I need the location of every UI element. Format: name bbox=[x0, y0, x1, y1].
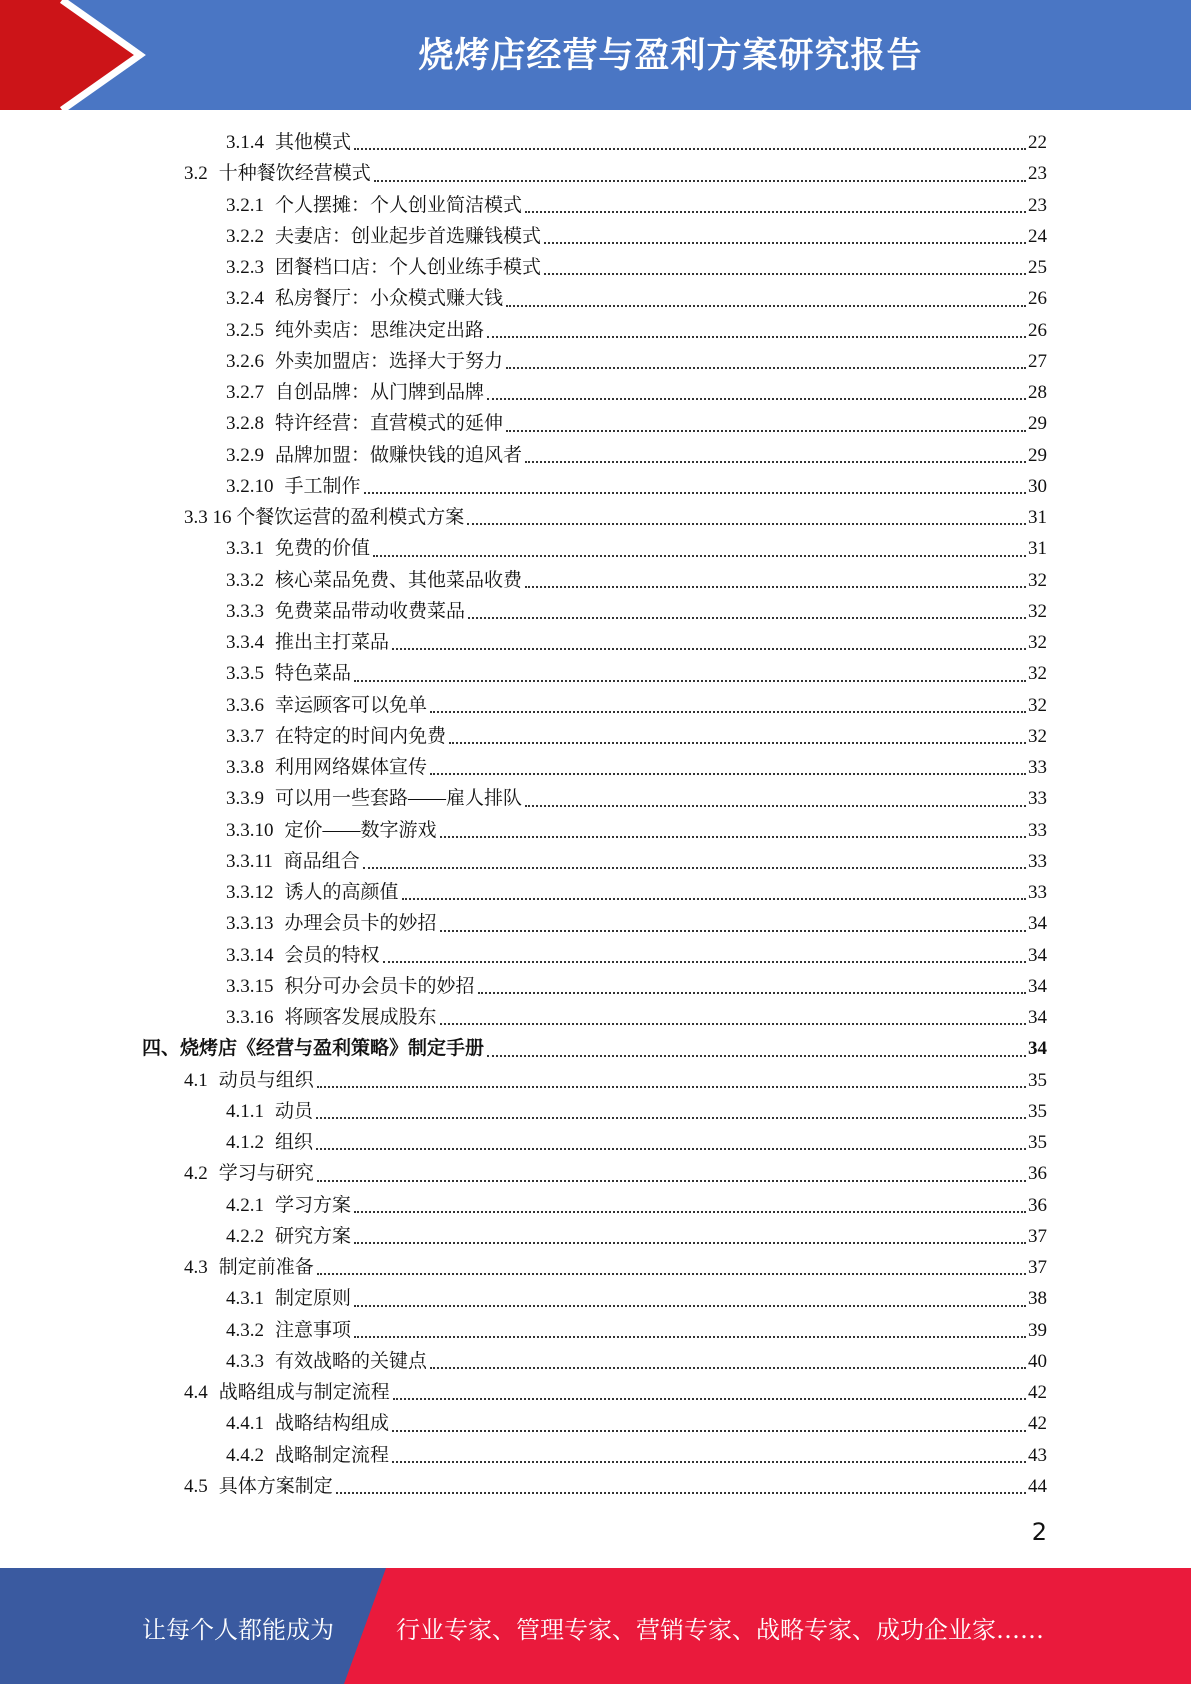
toc-entry[interactable] bbox=[0, 940, 1191, 971]
toc-entry-page: 28 bbox=[1028, 382, 1047, 403]
toc-entry[interactable] bbox=[0, 1471, 1191, 1502]
toc-entry[interactable] bbox=[0, 283, 1191, 314]
toc-entry[interactable] bbox=[0, 315, 1191, 346]
dot-leader bbox=[449, 741, 1026, 744]
toc-entry-number: 4.1.1 bbox=[226, 1100, 264, 1122]
dot-leader bbox=[525, 210, 1026, 213]
red-arrow-icon bbox=[0, 0, 160, 110]
toc-entry-number: 3.3.9 bbox=[226, 788, 264, 810]
toc-entry-number: 3.3.5 bbox=[226, 663, 264, 685]
toc-entry-title: 幸运顾客可以免单 bbox=[275, 694, 428, 716]
toc-entry-title: 个人摆摊：个人创业简洁模式 bbox=[275, 194, 523, 216]
toc-entry-page: 23 bbox=[1028, 194, 1047, 216]
toc-entry-title: 动员与组织 bbox=[218, 1069, 314, 1091]
toc-entry-title: 制定前准备 bbox=[218, 1257, 314, 1278]
toc-entry-number: 4.4.1 bbox=[226, 1413, 264, 1435]
toc-entry[interactable] bbox=[0, 846, 1191, 877]
toc-entry-title: 战略结构组成 bbox=[275, 1413, 390, 1435]
toc-entry-title: 烧烤店《经营与盈利策略》制定手册 bbox=[180, 1038, 485, 1060]
dot-leader bbox=[354, 1210, 1026, 1213]
toc-entry[interactable] bbox=[0, 596, 1191, 627]
toc-entry-title: 推出主打菜品 bbox=[275, 632, 390, 653]
toc-entry-number: 4.3.1 bbox=[226, 1288, 264, 1310]
toc-entry-title: 有效战略的关键点 bbox=[275, 1350, 428, 1372]
dot-leader bbox=[363, 866, 1026, 869]
toc-entry-title: 在特定的时间内免费 bbox=[275, 725, 447, 747]
dot-leader bbox=[430, 710, 1026, 713]
dot-leader bbox=[374, 179, 1026, 182]
toc-entry-page: 34 bbox=[1028, 1007, 1047, 1028]
toc-entry-number: 3.3.7 bbox=[226, 725, 264, 747]
toc-entry[interactable] bbox=[0, 1440, 1191, 1471]
dot-leader bbox=[392, 647, 1026, 650]
toc-entry-number: 3.2.2 bbox=[226, 225, 264, 247]
dot-leader bbox=[506, 429, 1026, 432]
dot-leader bbox=[317, 1179, 1026, 1182]
toc-entry[interactable] bbox=[0, 1408, 1191, 1439]
toc-entry[interactable] bbox=[0, 1002, 1191, 1033]
toc-entry-number: 3.2.3 bbox=[226, 257, 264, 278]
toc-entry-number: 4.3.2 bbox=[226, 1319, 264, 1341]
toc-entry-page: 32 bbox=[1028, 569, 1047, 591]
dot-leader bbox=[430, 772, 1026, 775]
dot-leader bbox=[440, 929, 1026, 932]
toc-entry-page: 36 bbox=[1028, 1163, 1047, 1185]
toc-entry[interactable] bbox=[0, 690, 1191, 721]
toc-entry[interactable] bbox=[0, 533, 1191, 564]
footer-slogan-right: 行业专家、管理专家、营销专家、战略专家、成功企业家…… bbox=[396, 1616, 1044, 1644]
toc-entry-number: 3.3.11 bbox=[226, 850, 273, 872]
toc-entry-page: 26 bbox=[1028, 319, 1047, 341]
dot-leader bbox=[354, 1241, 1026, 1244]
toc-entry[interactable] bbox=[0, 252, 1191, 283]
toc-entry-title: 特许经营：直营模式的延伸 bbox=[275, 413, 504, 435]
dot-leader bbox=[487, 1054, 1026, 1057]
dot-leader bbox=[354, 147, 1026, 150]
toc-entry-title: 其他模式 bbox=[275, 132, 352, 153]
toc-entry-number: 4.3.3 bbox=[226, 1350, 264, 1372]
toc-entry-title: 商品组合 bbox=[283, 850, 360, 872]
dot-leader bbox=[467, 522, 1026, 525]
toc-entry-page: 34 bbox=[1028, 1038, 1047, 1060]
toc-entry-title: 组织 bbox=[275, 1132, 314, 1153]
dot-leader bbox=[544, 241, 1026, 244]
dot-leader bbox=[525, 585, 1026, 588]
toc-entry-page: 33 bbox=[1028, 882, 1047, 903]
toc-entry-title: 诱人的高颜值 bbox=[284, 882, 399, 903]
toc-entry[interactable] bbox=[0, 221, 1191, 252]
toc-entry-number: 3.3.4 bbox=[226, 632, 264, 653]
toc-entry-title: 可以用一些套路——雇人排队 bbox=[275, 788, 523, 810]
toc-entry-page: 34 bbox=[1028, 913, 1047, 935]
toc-entry-title: 战略制定流程 bbox=[275, 1444, 390, 1466]
dot-leader bbox=[316, 1116, 1026, 1119]
toc-entry-number: 3.3.12 bbox=[226, 882, 274, 903]
toc-entry-number: 3.2.1 bbox=[226, 194, 264, 216]
toc-entry[interactable] bbox=[0, 658, 1191, 689]
dot-leader bbox=[525, 460, 1026, 463]
toc-entry-number: 3.3.6 bbox=[226, 694, 264, 716]
page-header bbox=[0, 0, 1191, 110]
dot-leader bbox=[440, 835, 1026, 838]
toc-entry[interactable] bbox=[0, 1190, 1191, 1221]
toc-entry-number: 3.2.7 bbox=[226, 382, 264, 403]
dot-leader bbox=[354, 1335, 1026, 1338]
toc-entry[interactable] bbox=[0, 627, 1191, 658]
toc-entry[interactable] bbox=[0, 502, 1191, 533]
toc-entry[interactable] bbox=[0, 377, 1191, 408]
toc-entry-number: 3.3.8 bbox=[226, 757, 264, 778]
toc-entry-page: 35 bbox=[1028, 1132, 1047, 1153]
dot-leader bbox=[373, 554, 1026, 557]
toc-entry[interactable] bbox=[0, 1127, 1191, 1158]
toc-entry-number: 3.3.16 bbox=[226, 1007, 274, 1028]
toc-entry-number: 3.3 bbox=[184, 507, 208, 528]
toc-entry-number: 4.1 bbox=[184, 1069, 208, 1091]
toc-entry-title: 核心菜品免费、其他菜品收费 bbox=[275, 569, 523, 591]
toc-entry-page: 30 bbox=[1028, 475, 1047, 497]
toc-entry-number: 四、 bbox=[142, 1038, 181, 1060]
toc-entry-page: 38 bbox=[1028, 1288, 1047, 1310]
toc-entry-page: 42 bbox=[1028, 1413, 1047, 1435]
toc-entry-title: 品牌加盟：做赚快钱的追风者 bbox=[275, 444, 523, 466]
toc-entry[interactable] bbox=[0, 877, 1191, 908]
toc-entry-number: 4.4 bbox=[184, 1382, 208, 1403]
toc-entry[interactable] bbox=[0, 1065, 1191, 1096]
dot-leader bbox=[317, 1272, 1026, 1275]
toc-entry[interactable] bbox=[0, 1283, 1191, 1314]
toc-entry[interactable] bbox=[0, 1096, 1191, 1127]
toc-entry-page: 37 bbox=[1028, 1257, 1047, 1278]
toc-entry-title: 私房餐厅：小众模式赚大钱 bbox=[275, 288, 504, 310]
toc-entry-title: 将顾客发展成股东 bbox=[284, 1007, 437, 1028]
toc-entry-page: 40 bbox=[1028, 1350, 1047, 1372]
toc-entry-page: 34 bbox=[1028, 975, 1047, 997]
toc-entry[interactable] bbox=[0, 1377, 1191, 1408]
toc-entry-title: 手工制作 bbox=[284, 475, 361, 497]
toc-entry[interactable] bbox=[0, 721, 1191, 752]
toc-entry-number: 3.2 bbox=[184, 163, 208, 185]
dot-leader bbox=[544, 272, 1026, 275]
toc-entry-title: 注意事项 bbox=[275, 1319, 352, 1341]
page-number: 2 bbox=[1031, 1518, 1047, 1546]
dot-leader bbox=[354, 1304, 1026, 1307]
toc-entry-number: 3.2.5 bbox=[226, 319, 264, 341]
toc-entry[interactable] bbox=[0, 971, 1191, 1002]
toc-entry-number: 4.5 bbox=[184, 1475, 208, 1497]
toc-entry-page: 25 bbox=[1028, 257, 1047, 278]
dot-leader bbox=[354, 679, 1026, 682]
toc-entry-page: 34 bbox=[1028, 944, 1047, 966]
toc-entry-page: 29 bbox=[1028, 444, 1047, 466]
toc-entry-title: 学习方案 bbox=[275, 1194, 352, 1216]
dot-leader bbox=[317, 1085, 1026, 1088]
dot-leader bbox=[525, 804, 1026, 807]
toc-entry[interactable] bbox=[0, 1315, 1191, 1346]
toc-entry-title: 十种餐饮经营模式 bbox=[218, 163, 371, 185]
toc-entry-title: 学习与研究 bbox=[218, 1163, 314, 1185]
toc-entry-number: 3.3.3 bbox=[226, 600, 264, 622]
toc-entry[interactable] bbox=[0, 408, 1191, 439]
dot-leader bbox=[393, 1397, 1026, 1400]
toc-entry-number: 4.2 bbox=[184, 1163, 208, 1185]
toc-entry[interactable] bbox=[0, 1221, 1191, 1252]
toc-entry[interactable] bbox=[0, 815, 1191, 846]
dot-leader bbox=[336, 1491, 1026, 1494]
toc-entry-number: 3.3.14 bbox=[226, 944, 274, 966]
toc-entry-number: 3.2.8 bbox=[226, 413, 264, 435]
toc-entry-page: 33 bbox=[1028, 850, 1047, 872]
toc-entry[interactable] bbox=[0, 1346, 1191, 1377]
dot-leader bbox=[487, 335, 1026, 338]
toc-entry-number: 3.3.2 bbox=[226, 569, 264, 591]
toc-entry[interactable] bbox=[0, 471, 1191, 502]
toc-entry-number: 3.1.4 bbox=[226, 132, 264, 153]
dot-leader bbox=[316, 1147, 1026, 1150]
toc-entry-title: 纯外卖店：思维决定出路 bbox=[275, 319, 485, 341]
toc-entry-number: 3.3.1 bbox=[226, 538, 264, 560]
dot-leader bbox=[506, 304, 1026, 307]
dot-leader bbox=[440, 1022, 1026, 1025]
toc-entry-page: 26 bbox=[1028, 288, 1047, 310]
toc-entry-page: 44 bbox=[1028, 1475, 1047, 1497]
toc-entry[interactable] bbox=[0, 752, 1191, 783]
toc-entry[interactable] bbox=[0, 190, 1191, 221]
toc-entry-title: 战略组成与制定流程 bbox=[218, 1382, 390, 1403]
table-of-contents bbox=[0, 127, 1191, 1502]
toc-entry-page: 31 bbox=[1028, 507, 1047, 528]
toc-entry-title: 16 个餐饮运营的盈利模式方案 bbox=[212, 507, 465, 528]
toc-entry-title: 特色菜品 bbox=[275, 663, 352, 685]
toc-entry-number: 3.2.10 bbox=[226, 475, 274, 497]
toc-entry-page: 33 bbox=[1028, 819, 1047, 841]
toc-entry-page: 29 bbox=[1028, 413, 1047, 435]
dot-leader bbox=[364, 491, 1026, 494]
footer-slogan-left: 让每个人都能成为 bbox=[142, 1616, 334, 1644]
toc-entry-page: 22 bbox=[1028, 132, 1047, 153]
toc-entry-title: 外卖加盟店：选择大于努力 bbox=[275, 350, 504, 372]
toc-entry-page: 24 bbox=[1028, 225, 1047, 247]
dot-leader bbox=[402, 897, 1026, 900]
toc-entry-title: 免费菜品带动收费菜品 bbox=[275, 600, 466, 622]
toc-entry[interactable] bbox=[0, 440, 1191, 471]
toc-entry-title: 夫妻店：创业起步首选赚钱模式 bbox=[275, 225, 542, 247]
toc-entry[interactable] bbox=[0, 346, 1191, 377]
toc-entry-page: 35 bbox=[1028, 1069, 1047, 1091]
toc-entry-page: 27 bbox=[1028, 350, 1047, 372]
toc-entry-title: 免费的价值 bbox=[275, 538, 371, 560]
dot-leader bbox=[383, 960, 1026, 963]
toc-entry-number: 4.4.2 bbox=[226, 1444, 264, 1466]
toc-entry-page: 37 bbox=[1028, 1225, 1047, 1247]
toc-entry-number: 3.3.10 bbox=[226, 819, 274, 841]
toc-entry-title: 办理会员卡的妙招 bbox=[284, 913, 437, 935]
toc-entry[interactable] bbox=[0, 908, 1191, 939]
toc-entry-title: 制定原则 bbox=[275, 1288, 352, 1310]
toc-entry-number: 3.3.13 bbox=[226, 913, 274, 935]
toc-entry[interactable] bbox=[0, 783, 1191, 814]
toc-entry-page: 31 bbox=[1028, 538, 1047, 560]
toc-entry-page: 32 bbox=[1028, 600, 1047, 622]
toc-entry[interactable] bbox=[0, 127, 1191, 158]
toc-entry-page: 33 bbox=[1028, 788, 1047, 810]
toc-entry[interactable] bbox=[0, 565, 1191, 596]
dot-leader bbox=[487, 397, 1026, 400]
toc-entry-page: 32 bbox=[1028, 632, 1047, 653]
toc-entry-number: 3.3.15 bbox=[226, 975, 274, 997]
toc-entry-title: 会员的特权 bbox=[284, 944, 380, 966]
dot-leader bbox=[392, 1429, 1026, 1432]
toc-entry-title: 积分可办会员卡的妙招 bbox=[284, 975, 475, 997]
toc-entry-number: 4.3 bbox=[184, 1257, 208, 1278]
toc-entry[interactable] bbox=[0, 1158, 1191, 1189]
toc-entry-title: 自创品牌：从门牌到品牌 bbox=[275, 382, 485, 403]
toc-entry-number: 3.2.4 bbox=[226, 288, 264, 310]
toc-entry-title: 团餐档口店：个人创业练手模式 bbox=[275, 257, 542, 278]
toc-entry-number: 4.2.2 bbox=[226, 1225, 264, 1247]
toc-entry-page: 32 bbox=[1028, 663, 1047, 685]
toc-entry-page: 33 bbox=[1028, 757, 1047, 778]
toc-entry-number: 4.1.2 bbox=[226, 1132, 264, 1153]
dot-leader bbox=[478, 991, 1026, 994]
toc-entry[interactable] bbox=[0, 1252, 1191, 1283]
dot-leader bbox=[468, 616, 1026, 619]
toc-entry-number: 3.2.6 bbox=[226, 350, 264, 372]
toc-entry-title: 动员 bbox=[275, 1100, 314, 1122]
toc-entry-page: 32 bbox=[1028, 725, 1047, 747]
toc-entry-number: 3.2.9 bbox=[226, 444, 264, 466]
toc-entry-page: 35 bbox=[1028, 1100, 1047, 1122]
page-footer bbox=[0, 1568, 1191, 1684]
document-title: 烧烤店经营与盈利方案研究报告 bbox=[418, 36, 923, 76]
toc-entry-title: 利用网络媒体宣传 bbox=[275, 757, 428, 778]
dot-leader bbox=[430, 1366, 1026, 1369]
toc-entry-page: 43 bbox=[1028, 1444, 1047, 1466]
toc-entry[interactable] bbox=[0, 1033, 1191, 1064]
toc-entry-page: 39 bbox=[1028, 1319, 1047, 1341]
dot-leader bbox=[506, 366, 1026, 369]
toc-entry-page: 36 bbox=[1028, 1194, 1047, 1216]
dot-leader bbox=[392, 1460, 1026, 1463]
toc-entry-page: 32 bbox=[1028, 694, 1047, 716]
toc-entry-number: 4.2.1 bbox=[226, 1194, 264, 1216]
toc-entry-title: 研究方案 bbox=[275, 1225, 352, 1247]
toc-entry[interactable] bbox=[0, 158, 1191, 189]
toc-entry-page: 23 bbox=[1028, 163, 1047, 185]
toc-entry-title: 具体方案制定 bbox=[218, 1475, 333, 1497]
toc-entry-page: 42 bbox=[1028, 1382, 1047, 1403]
toc-entry-title: 定价——数字游戏 bbox=[284, 819, 437, 841]
